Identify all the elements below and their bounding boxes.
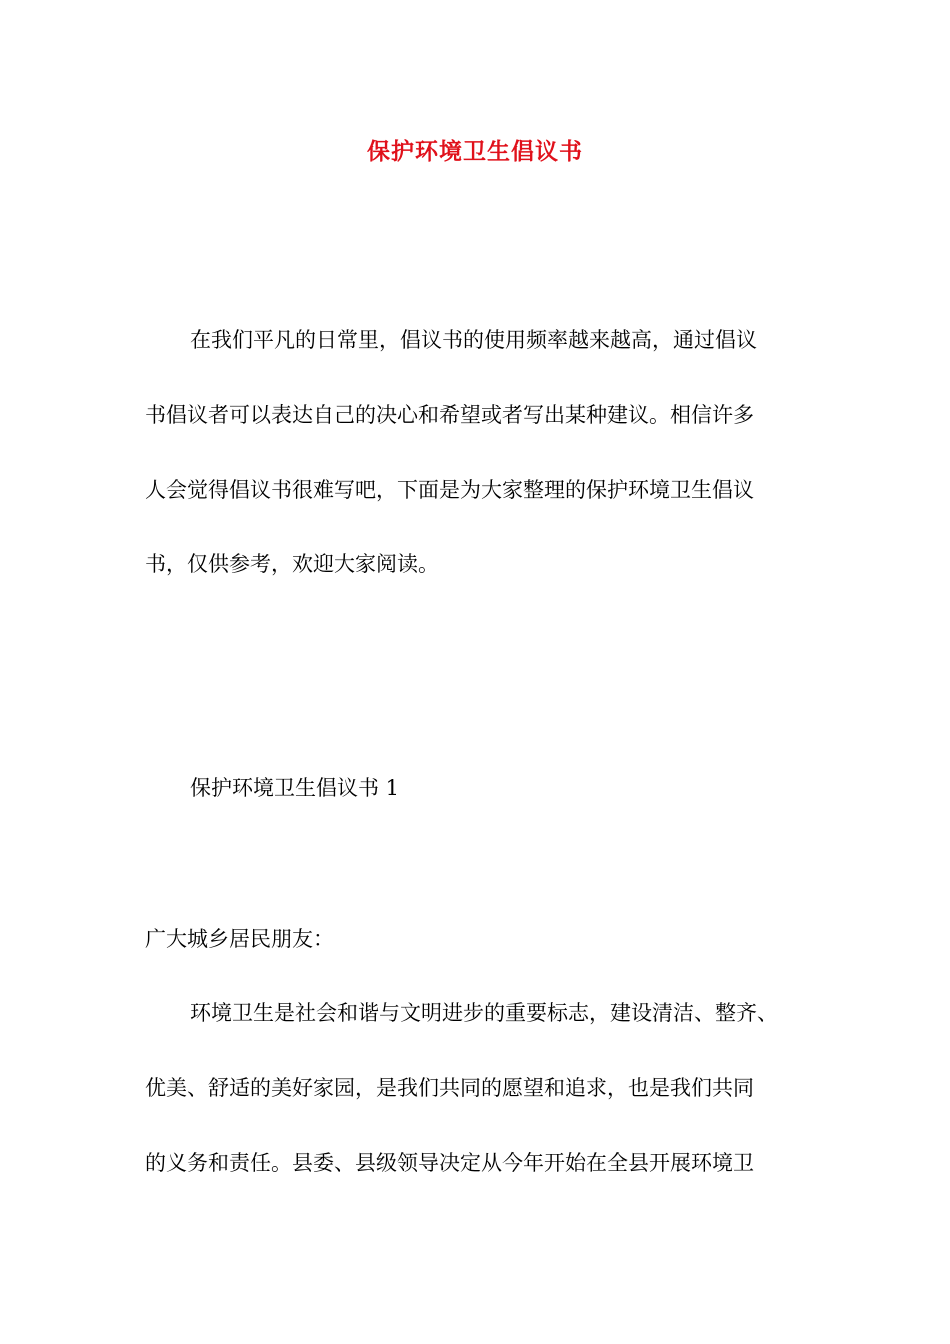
intro-line-3: 人会觉得倡议书很难写吧，下面是为大家整理的保护环境卫生倡议 xyxy=(145,478,754,502)
intro-line-4: 书，仅供参考，欢迎大家阅读。 xyxy=(145,552,439,576)
body-line-3: 的义务和责任。县委、县级领导决定从今年开始在全县开展环境卫 xyxy=(145,1151,754,1175)
intro-line-2: 书倡议者可以表达自己的决心和希望或者写出某种建议。相信许多 xyxy=(145,403,754,427)
document-title: 保护环境卫生倡议书 xyxy=(367,138,583,165)
body-line-2: 优美、舒适的美好家园，是我们共同的愿望和追求，也是我们共同 xyxy=(145,1076,754,1100)
salutation: 广大城乡居民朋友： xyxy=(145,927,334,951)
section-heading: 保护环境卫生倡议书 1 xyxy=(190,776,400,800)
body-line-1: 环境卫生是社会和谐与文明进步的重要标志，建设清洁、整齐、 xyxy=(190,1001,778,1025)
intro-line-1: 在我们平凡的日常里，倡议书的使用频率越来越高，通过倡议 xyxy=(190,328,757,352)
